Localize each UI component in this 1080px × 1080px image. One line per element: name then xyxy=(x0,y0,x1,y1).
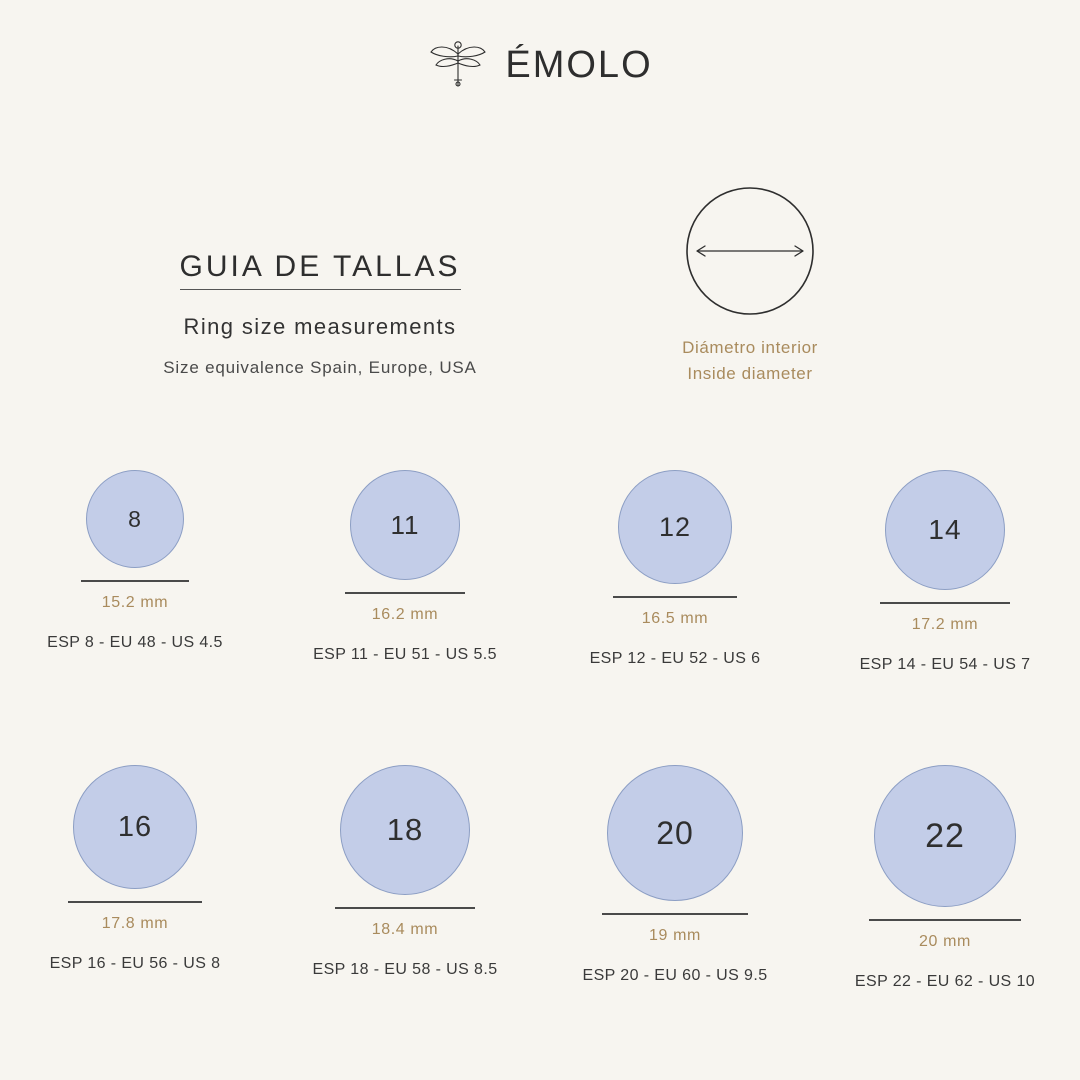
ring-size-equivalence: ESP 16 - EU 56 - US 8 xyxy=(49,954,221,972)
brand-header xyxy=(0,34,1080,96)
page-subtitle: Ring size measurements xyxy=(183,314,457,339)
ring-size-cell xyxy=(270,765,540,1060)
ring-size-equivalence: ESP 18 - EU 58 - US 8.5 xyxy=(312,960,498,978)
ring-size-label: 11 xyxy=(390,509,420,540)
ring-size-circle xyxy=(340,765,470,895)
ring-diameter-mm: 16.2 mm xyxy=(371,605,439,623)
ring-size-label: 8 xyxy=(128,505,142,532)
ring-size-circle xyxy=(86,470,184,568)
brand-name: ÉMOLO xyxy=(505,43,653,86)
ring-size-circle xyxy=(73,765,197,889)
ring-size-cell xyxy=(270,470,540,765)
measure-rule xyxy=(81,580,189,582)
diagram-caption-en: Inside diameter xyxy=(687,364,813,383)
ring-size-equivalence: ESP 20 - EU 60 - US 9.5 xyxy=(582,966,768,984)
ring-size-label: 22 xyxy=(925,816,965,855)
ring-size-cell xyxy=(810,765,1080,1060)
ring-size-cell xyxy=(0,470,270,765)
ring-size-circle xyxy=(885,470,1005,590)
ring-size-circle xyxy=(350,470,460,580)
ring-size-label: 20 xyxy=(656,814,694,851)
ring-size-equivalence: ESP 14 - EU 54 - US 7 xyxy=(859,655,1031,673)
ring-diameter-mm: 17.2 mm xyxy=(911,615,979,633)
ring-size-cell xyxy=(810,470,1080,765)
ring-size-label: 16 xyxy=(117,810,153,843)
ring-size-equivalence: ESP 8 - EU 48 - US 4.5 xyxy=(47,633,223,651)
dragonfly-icon xyxy=(427,34,489,96)
ring-size-circle xyxy=(607,765,743,901)
ring-size-circle xyxy=(618,470,732,584)
ring-size-label: 12 xyxy=(658,511,692,542)
measure-rule xyxy=(68,901,202,903)
ring-size-grid xyxy=(0,470,1080,1060)
ring-size-equivalence: ESP 11 - EU 51 - US 5.5 xyxy=(313,645,497,663)
title-block xyxy=(40,250,600,378)
measure-rule xyxy=(869,919,1021,921)
ring-size-cell xyxy=(540,765,810,1060)
ring-size-cell xyxy=(540,470,810,765)
ring-diameter-mm: 17.8 mm xyxy=(101,914,169,932)
diagram-caption-es: Diámetro interior xyxy=(682,338,818,357)
measure-rule xyxy=(880,602,1010,604)
measure-rule xyxy=(602,913,748,915)
ring-size-equivalence: ESP 12 - EU 52 - US 6 xyxy=(589,649,761,667)
ring-diameter-mm: 16.5 mm xyxy=(641,609,709,627)
measure-rule xyxy=(335,907,475,909)
ring-inside-diameter-icon xyxy=(600,178,900,324)
measure-rule xyxy=(613,596,737,598)
ring-size-equivalence: ESP 22 - EU 62 - US 10 xyxy=(854,972,1036,990)
ring-diameter-mm: 19 mm xyxy=(649,926,701,944)
measure-rule xyxy=(345,592,465,594)
page-subtitle-secondary: Size equivalence Spain, Europe, USA xyxy=(163,358,477,377)
ring-size-label: 18 xyxy=(386,812,424,847)
page-title: GUIA DE TALLAS xyxy=(180,250,461,290)
inside-diameter-diagram xyxy=(600,178,900,384)
ring-diameter-mm: 18.4 mm xyxy=(371,920,439,938)
ring-size-cell xyxy=(0,765,270,1060)
ring-diameter-mm: 20 mm xyxy=(919,932,971,950)
ring-size-circle xyxy=(874,765,1016,907)
ring-size-label: 14 xyxy=(928,514,962,545)
ring-diameter-mm: 15.2 mm xyxy=(101,593,169,611)
